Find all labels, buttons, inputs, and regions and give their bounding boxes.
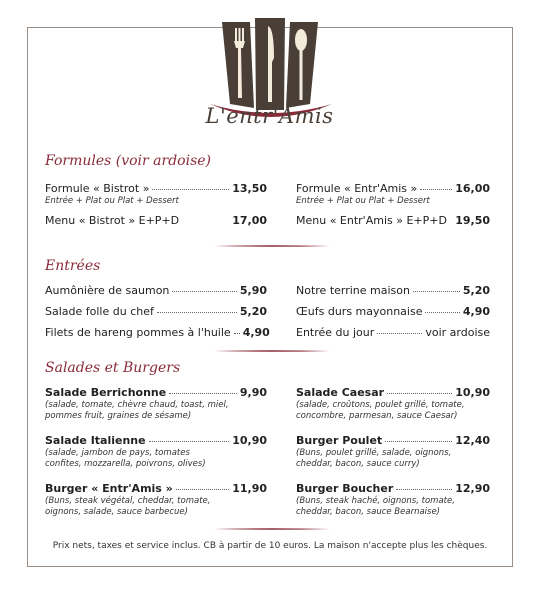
menu-item-menu-entramis: Menu « Entr'Amis » E+P+D 19,50 [296, 214, 490, 227]
section-divider [214, 245, 330, 247]
menu-item-salade-folle: Salade folle du chef 5,20 [45, 305, 267, 318]
item-description: cheddar, bacon, sauce curry) [296, 459, 420, 469]
section-title-formules: Formules (voir ardoise) [45, 153, 212, 169]
menu-item-salade-berrichonne: Salade Berrichonne 9,90 [45, 386, 267, 399]
item-description: (salade, tomate, chèvre chaud, toast, miel, [45, 400, 229, 410]
item-price: 12,90 [455, 482, 490, 495]
item-price: 17,00 [232, 214, 267, 227]
menu-item-entree-du-jour: Entrée du jour voir ardoise [296, 326, 490, 339]
item-description: Entrée + Plat ou Plat + Dessert [45, 196, 179, 206]
item-price: voir ardoise [425, 326, 490, 339]
menu-item-salade-caesar: Salade Caesar 10,90 [296, 386, 490, 399]
item-description: concombre, parmesan, sauce Caesar) [296, 411, 458, 421]
item-price: 5,20 [239, 305, 267, 318]
item-description: cheddar, bacon, sauce Bearnaise) [296, 507, 441, 517]
section-divider [214, 350, 330, 352]
item-description: (Buns, steak végétal, cheddar, tomate, [45, 496, 211, 506]
item-description: Entrée + Plat ou Plat + Dessert [296, 196, 430, 206]
menu-item-burger-entramis: Burger « Entr'Amis » 11,90 [45, 482, 267, 495]
item-description: (salade, jambon de pays, tomates [45, 448, 190, 458]
item-price: 10,90 [455, 386, 490, 399]
item-price: 13,50 [232, 182, 267, 195]
menu-item-formule-bistrot: Formule « Bistrot » 13,50 [45, 182, 267, 195]
item-description: (Buns, poulet grillé, salade, oignons, [296, 448, 452, 458]
footer-note: Prix nets, taxes et service inclus. CB à partir de 10 euros. La maison n'accepte plus les chèques. [52, 541, 488, 551]
menu-item-salade-italienne: Salade Italienne 10,90 [45, 434, 267, 447]
item-description: (salade, croûtons, poulet grillé, tomate, [296, 400, 465, 410]
menu-item-burger-poulet: Burger Poulet 12,40 [296, 434, 490, 447]
menu-item-menu-bistrot: Menu « Bistrot » E+P+D 17,00 [45, 214, 267, 227]
item-description: (Buns, steak haché, oignons, tomate, [296, 496, 455, 506]
item-price: 19,50 [455, 214, 490, 227]
item-description: confites, mozzarella, poivrons, olives) [45, 459, 206, 469]
item-price: 9,90 [239, 386, 267, 399]
item-price: 16,00 [455, 182, 490, 195]
item-price: 4,90 [462, 305, 490, 318]
item-description: oignons, salade, sauce barbecue) [45, 507, 188, 517]
menu-item-filets-hareng: Filets de hareng pommes à l'huile 4,90 [45, 326, 270, 339]
section-title-entrees: Entrées [45, 258, 101, 274]
menu-item-oeufs-mayo: Œufs durs mayonnaise 4,90 [296, 305, 490, 318]
section-title-salades: Salades et Burgers [45, 360, 181, 376]
menu-item-burger-boucher: Burger Boucher 12,90 [296, 482, 490, 495]
item-price: 10,90 [232, 434, 267, 447]
menu-item-formule-entramis: Formule « Entr'Amis » 16,00 [296, 182, 490, 195]
item-price: 4,90 [242, 326, 270, 339]
item-price: 5,20 [462, 284, 490, 297]
menu-item-terrine: Notre terrine maison 5,20 [296, 284, 490, 297]
menu-item-aumoniere: Aumônière de saumon 5,90 [45, 284, 267, 297]
item-price: 12,40 [455, 434, 490, 447]
item-description: pommes fruit, graines de sésame) [45, 411, 192, 421]
item-price: 11,90 [232, 482, 267, 495]
brand-name: L'entr'Amis [205, 104, 334, 128]
item-price: 5,90 [239, 284, 267, 297]
section-divider [214, 528, 330, 530]
